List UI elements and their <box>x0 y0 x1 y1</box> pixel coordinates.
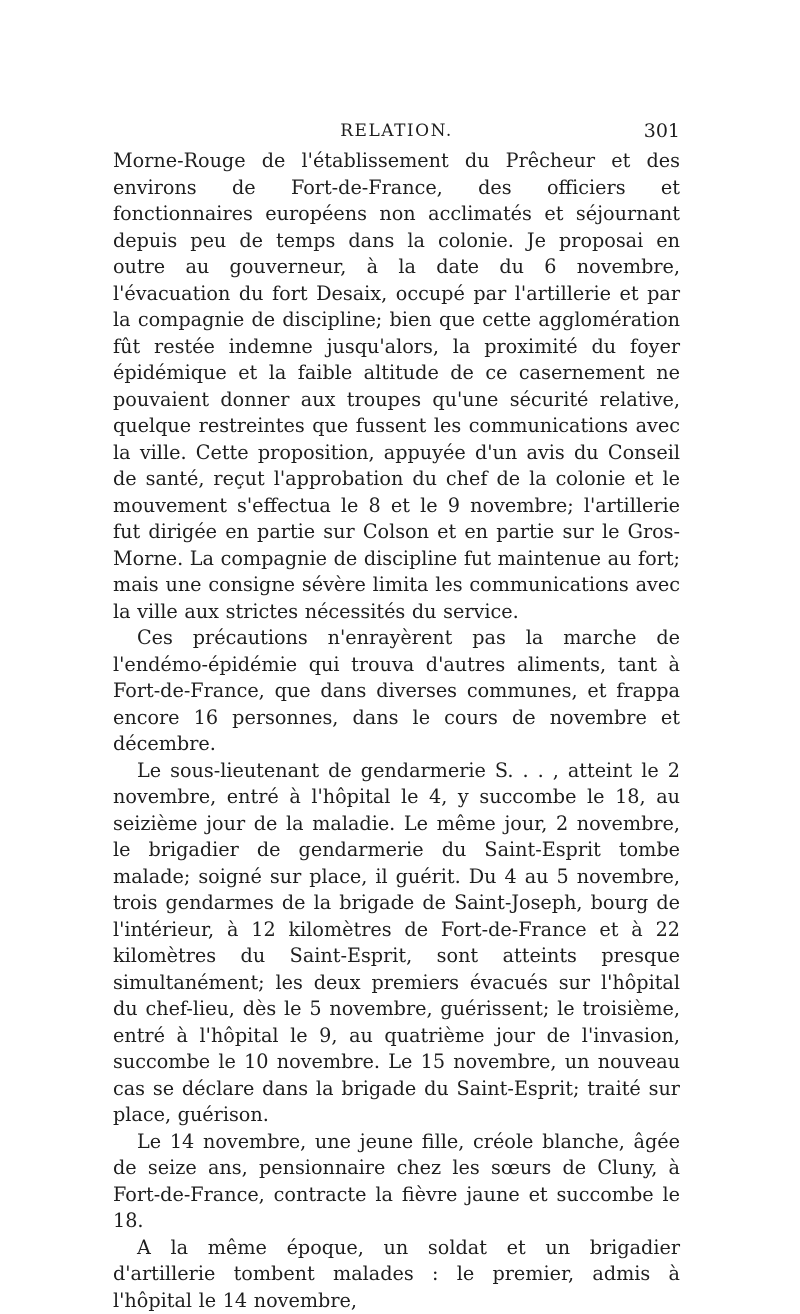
paragraph-gendarmerie: Le sous-lieutenant de gendarmerie S. . . , atteint le 2 novembre, entré à l'hôpital le 4, y succombe le 18, au seizième jour de la maladie. Le même jour, 2 novembre, le brigadier de gendarmerie du Saint-Esprit tombe malade; soigné sur place, il guérit. Du 4 au 5 novembre, trois gendarmes de la brigade de Saint-Joseph, bourg de l'intérieur, à 12 kilomètres de Fort-de-France et à 22 kilomètres du Saint-Esprit, sont atteints presque simultanément; les deux premiers évacués sur l'hôpital du chef-lieu, dès le 5 novembre, guérissent; le troisième, entré à l'hôpital le 9, au quatrième jour de l'invasion, succombe le 10 novembre. Le 15 novembre, un nouveau cas se déclare dans la brigade du Saint-Esprit; traité sur place, guérison. <box>113 758 680 1129</box>
paragraph-artillery: A la même époque, un soldat et un brigadier d'artillerie tombent malades : le premier, admis à l'hôpital le 14 novembre, <box>113 1235 680 1314</box>
body-text <box>113 148 680 1314</box>
page-number: 301 <box>644 116 680 146</box>
running-head <box>113 116 680 146</box>
paragraph-continued: Morne-Rouge de l'établissement du Prêcheur et des environs de Fort-de-France, des officiers et fonctionnaires européens non acclimatés et séjournant depuis peu de temps dans la colonie. Je proposai en outre au gouverneur, à la date du 6 novembre, l'évacuation du fort Desaix, occupé par l'artillerie et par la compagnie de discipline; bien que cette agglomération fût restée indemne jusqu'alors, la proximité du foyer épidémique et la faible altitude de ce casernement ne pouvaient donner aux troupes qu'une sécurité relative, quelque restreintes que fussent les communications avec la ville. Cette proposition, appuyée d'un avis du Conseil de santé, reçut l'approbation du chef de la colonie et le mouvement s'effectua le 8 et le 9 novembre; l'artillerie fut dirigée en partie sur Colson et en partie sur le Gros-Morne. La compagnie de discipline fut maintenue au fort; mais une consigne sévère limita les communications avec la ville aux strictes nécessités du service. <box>113 148 680 625</box>
running-title: RELATION. <box>113 116 680 146</box>
paragraph-young-girl: Le 14 novembre, une jeune fille, créole blanche, âgée de seize ans, pensionnaire chez les sœurs de Cluny, à Fort-de-France, contracte la fièvre jaune et succombe le 18. <box>113 1129 680 1235</box>
paragraph-precautions: Ces précautions n'enrayèrent pas la marche de l'endémo-épidémie qui trouva d'autres aliments, tant à Fort-de-France, que dans diverses communes, et frappa encore 16 personnes, dans le cours de novembre et décembre. <box>113 625 680 758</box>
